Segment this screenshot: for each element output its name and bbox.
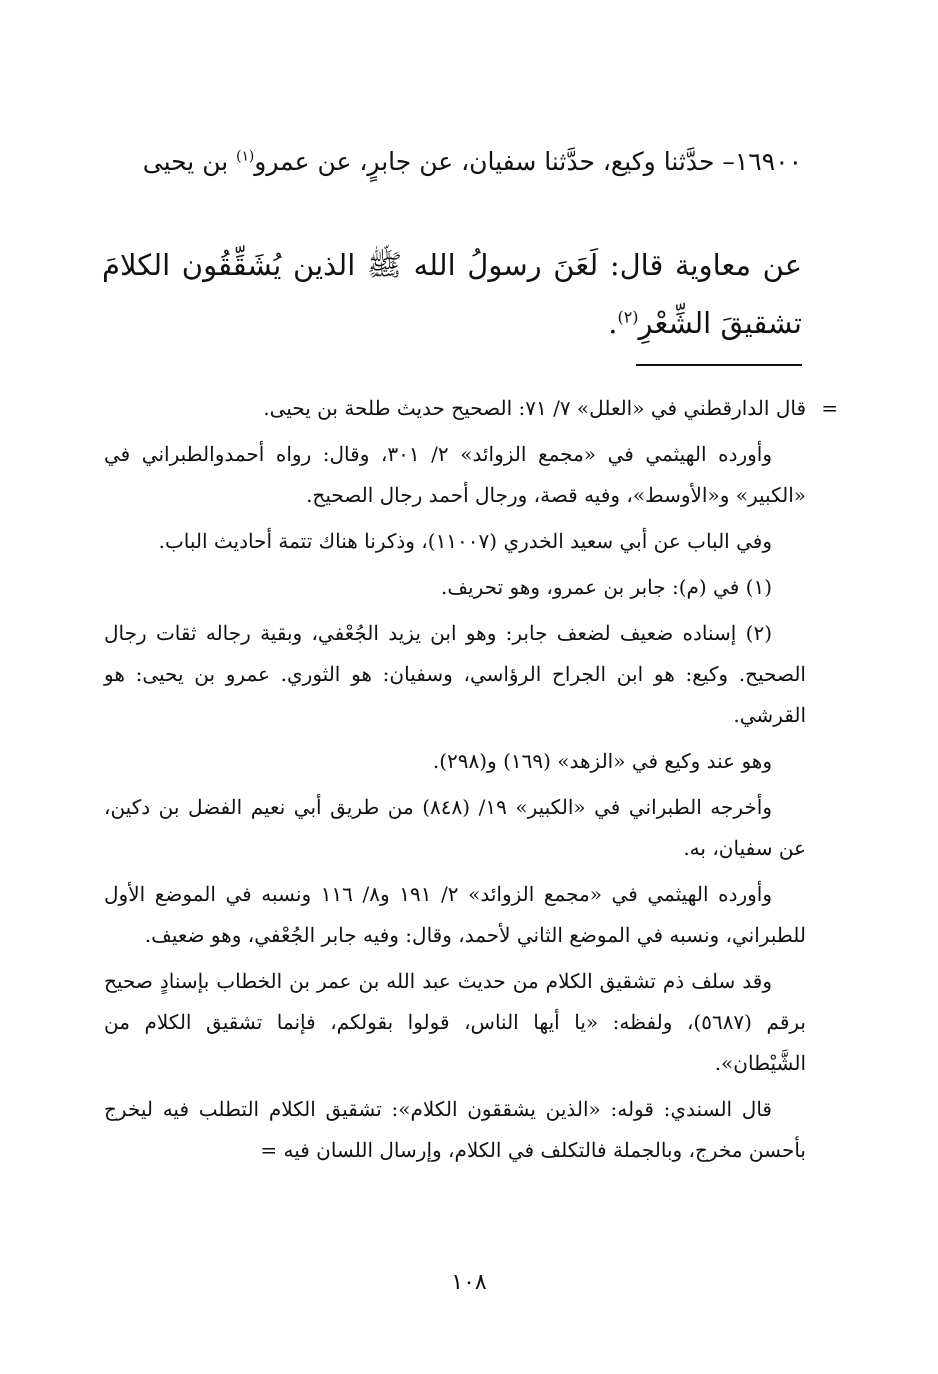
hadith-isnad <box>102 138 802 186</box>
footnote-paragraph: قال السندي: قوله: «الذين يشققون الكلام»: تشقيق الكلام التطلب فيه ليخرج بأحسن مخرج، وبالجملة فالتكلف في الكلام، وإرسال اللسان فيه = <box>104 1097 806 1162</box>
page-number: ١٠٨ <box>451 1270 487 1295</box>
footnote-paragraph: وأورده الهيثمي في «مجمع الزوائد» ٢/ ١٩١ و٨/ ١١٦ ونسبه في الموضع الأول للطبراني، ونسبه في الموضع الثاني لأحمد، وقال: وفيه جابر الجُعْفي، وهو ضعيف. <box>104 882 806 947</box>
footnote-ref-2: (٢) <box>617 307 639 327</box>
hadith-isnad-end: بن يحيى <box>142 147 237 176</box>
footnote-1: (١) في (م): جابر بن عمرو، وهو تحريف. <box>441 575 772 599</box>
footnote-paragraph: وهو عند وكيع في «الزهد» (١٦٩) و(٢٩٨). <box>432 749 772 773</box>
footnotes-section <box>104 388 838 1176</box>
footnote-continuation <box>104 388 838 429</box>
continuation-mark: = <box>821 396 838 420</box>
footnote-ref-1: (١) <box>236 148 255 165</box>
hadith-matn-text: عن معاوية قال: لَعَنَ رسولُ الله ﷺ الذين يُشَقِّقُون الكلامَ تشقيقَ الشِّعْرِ <box>102 248 802 340</box>
footnote-paragraph: وأورده الهيثمي في «مجمع الزوائد» ٢/ ٣٠١، وقال: رواه أحمدوالطبراني في «الكبير» و«الأوسط»، وفيه قصة، ورجال أحمد رجال الصحيح. <box>104 442 806 507</box>
footnote-paragraph: وأخرجه الطبراني في «الكبير» ١٩/ (٨٤٨) من طريق أبي نعيم الفضل بن دكين، عن سفيان، به. <box>104 795 806 860</box>
hadith-matn-end: . <box>608 306 618 340</box>
footnote-2: (٢) إسناده ضعيف لضعف جابر: وهو ابن يزيد الجُعْفي، وبقية رجاله ثقات رجال الصحيح. وكيع: هو ابن الجراح الرؤاسي، وسفيان: هو الثوري. عمرو بن يحيى: هو القرشي. <box>104 621 806 727</box>
hadith-isnad-text: ١٦٩٠٠– حدَّثنا وكيع، حدَّثنا سفيان، عن جابرٍ، عن عمرو <box>254 147 802 176</box>
footnote-paragraph: وفي الباب عن أبي سعيد الخدري (١١٠٠٧)، وذكرنا هناك تتمة أحاديث الباب. <box>158 529 772 553</box>
hadith-matn <box>102 236 802 352</box>
footnote-paragraph: وقد سلف ذم تشقيق الكلام من حديث عبد الله بن عمر بن الخطاب بإسنادٍ صحيح برقم (٥٦٨٧)، ولفظه: «يا أيها الناس، قولوا بقولكم، فإنما تشقيق الكلام من الشَّيْطان». <box>104 969 806 1075</box>
footnote-paragraph-text: قال الدارقطني في «العلل» ٧/ ٧١: الصحيح حديث طلحة بن يحيى. <box>263 396 806 420</box>
footnote-divider <box>636 364 802 366</box>
